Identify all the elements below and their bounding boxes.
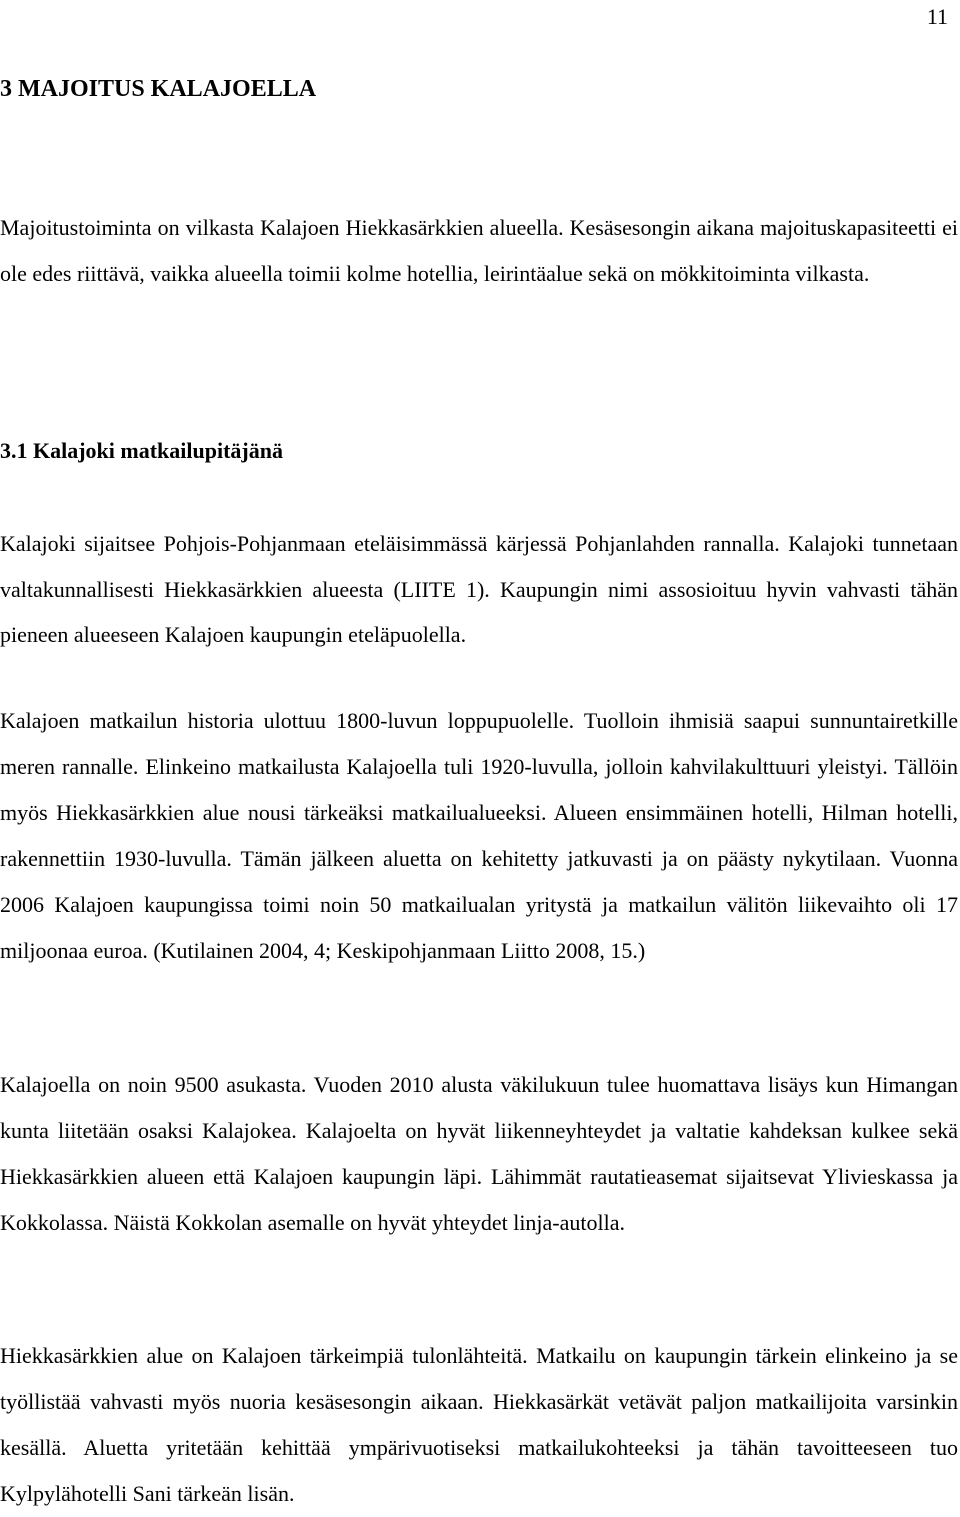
chapter-intro-paragraph: Majoitustoiminta on vilkasta Kalajoen Hiekkasärkkien alueella. Kesäsesongin aikana majoituskapasiteetti ei ole edes riittävä, vaikka alueella toimii kolme hotellia, leirintäalue sekä on mökkitoiminta vilkasta. xyxy=(0,215,958,286)
chapter-heading: 3 MAJOITUS KALAJOELLA xyxy=(0,76,317,102)
section-paragraph-history: Kalajoen matkailun historia ulottuu 1800-luvun loppupuolelle. Tuolloin ihmisiä saapui sunnuntairetkille meren rannalle. Elinkeino matkailusta Kalajoella tuli 1920-luvulla, jolloin kahvilakulttuuri yleistyi. Tällöin myös Hiekkasärkkien alue nousi tärkeäksi matkailualueeksi. Alueen ensimmäinen hotelli, Hilman hotelli, rakennettiin 1930-luvulla. Tämän jälkeen aluetta on kehitetty jatkuvasti ja on päästy nykytilaan. Vuonna 2006 Kalajoen kaupungissa toimi noin 50 matkailualan yritystä ja matkailun välitön liikevaihto oli 17 miljoonaa euroa. (Kutilainen 2004, 4; Keskipohjanmaan Liitto 2008, 15.) xyxy=(0,708,958,963)
page-number: 11 xyxy=(926,4,948,29)
section-paragraph-population: Kalajoella on noin 9500 asukasta. Vuoden 2010 alusta väkilukuun tulee huomattava lisäys kun Himangan kunta liitetään osaksi Kalajokea. Kalajoelta on hyvät liikenneyhteydet ja valtatie kahdeksan kulkee sekä Hiekkasärkkien alueen että Kalajoen kaupungin läpi. Lähimmät rautatieasemat sijaitsevat Ylivieskassa ja Kokkolassa. Näistä Kokkolan asemalle on hyvät yhteydet linja-autolla. xyxy=(0,1072,958,1235)
section-paragraph-tourism: Hiekkasärkkien alue on Kalajoen tärkeimpiä tulonlähteitä. Matkailu on kaupungin tärkein elinkeino ja se työllistää vahvasti myös nuoria kesäsesongin aikaan. Hiekkasärkät vetävät paljon matkailijoita varsinkin kesällä. Aluetta yritetään kehittää ympärivuotiseksi matkailukohteeksi ja tähän tavoitteeseen tuo Kylpylähotelli Sani tärkeän lisän. xyxy=(0,1343,958,1506)
section-paragraph-location: Kalajoki sijaitsee Pohjois-Pohjanmaan eteläisimmässä kärjessä Pohjanlahden rannalla. Kalajoki tunnetaan valtakunnallisesti Hiekkasärkkien alueesta (LIITE 1). Kaupungin nimi assosioituu hyvin vahvasti tähän pieneen alueeseen Kalajoen kaupungin eteläpuolella. xyxy=(0,531,958,647)
section-heading: 3.1 Kalajoki matkailupitäjänä xyxy=(0,438,283,463)
